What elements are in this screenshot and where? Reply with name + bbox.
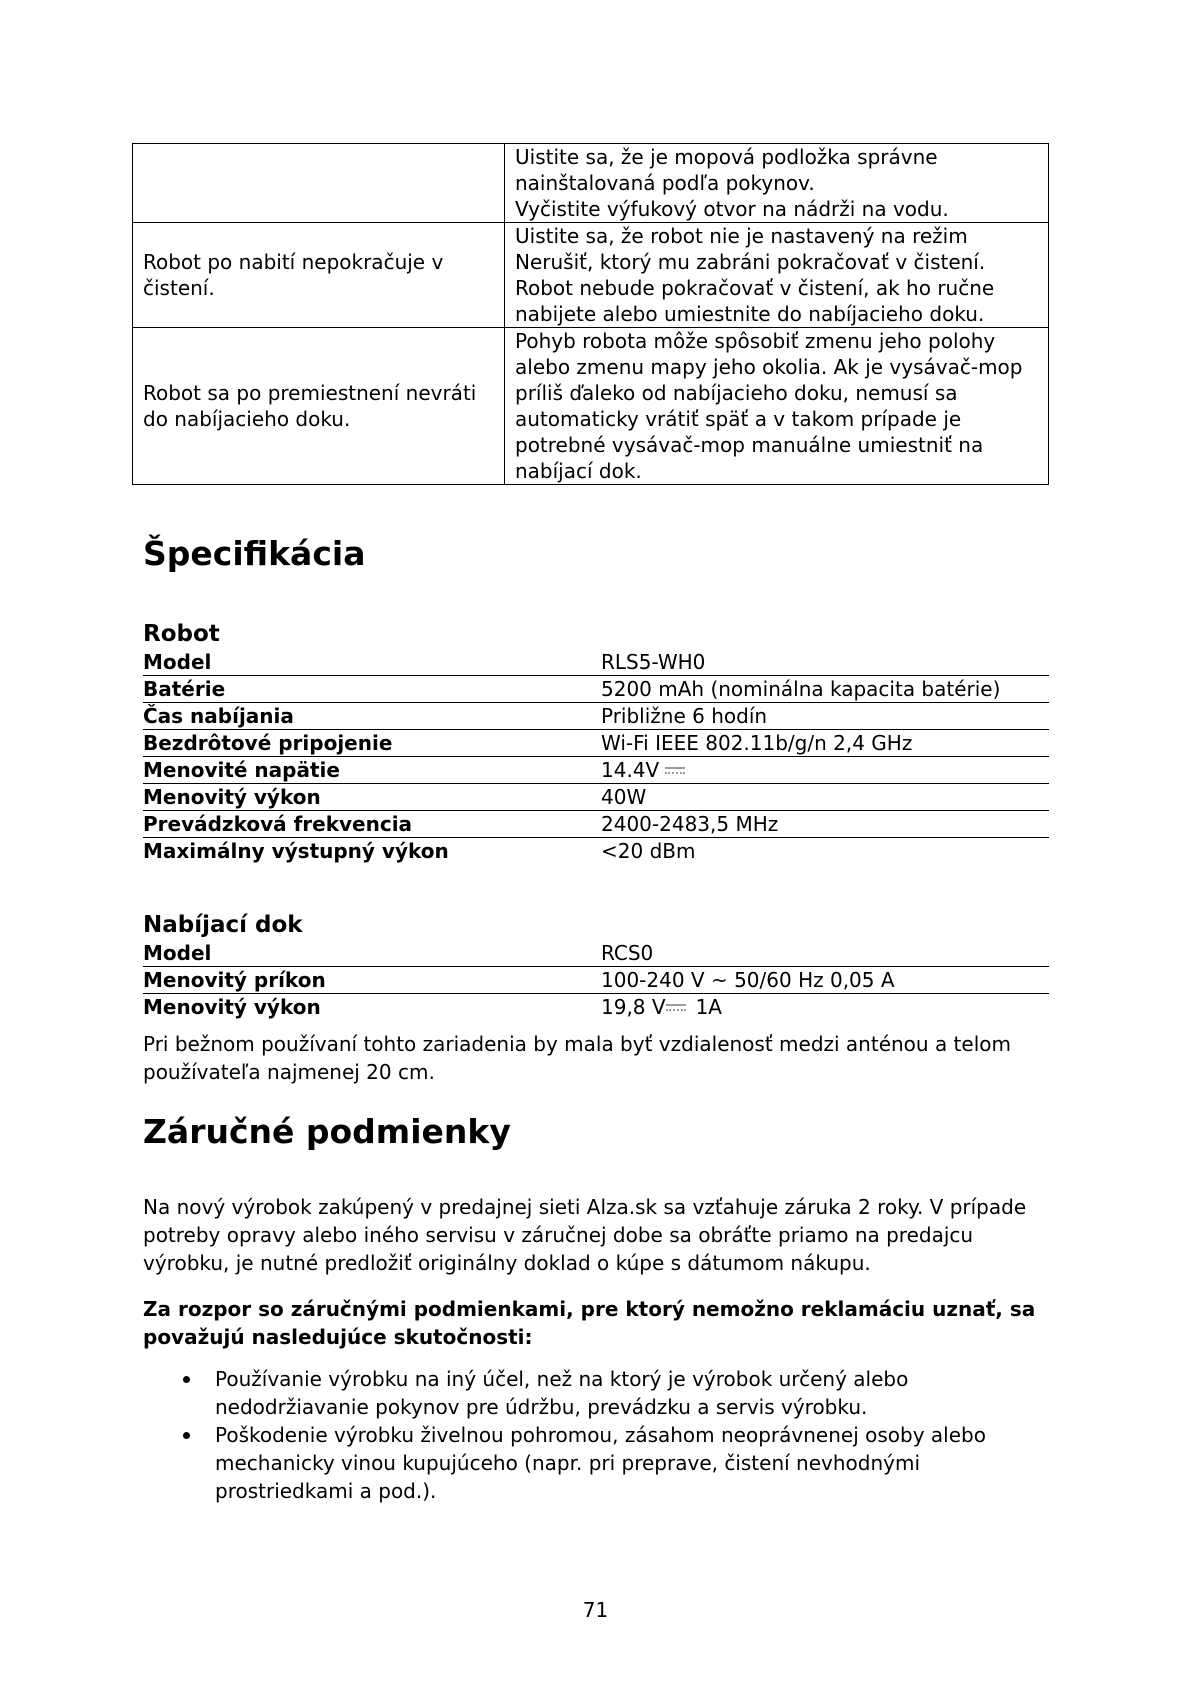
robot-spec-table xyxy=(143,649,1049,864)
spec-row xyxy=(143,994,1049,1020)
spec-row xyxy=(143,838,1049,864)
spec-value: 5200 mAh (nominálna kapacita batérie) xyxy=(601,677,1001,701)
solution-line: nabijete alebo umiestnite do nabíjacieho doku. xyxy=(515,302,985,326)
solution-line: Nerušiť, ktorý mu zabráni pokračovať v čistení. xyxy=(515,250,986,274)
spec-key: Maximálny výstupný výkon xyxy=(143,839,449,863)
solution-line: nainštalovaná podľa pokynov. xyxy=(515,171,815,195)
list-item-text: Poškodenie výrobku živelnou pohromou, zásahom neoprávnenej osoby alebo mechanicky vinou kupujúceho (napr. pri preprave, čistení nevhodnými prostriedkami a pod.). xyxy=(215,1423,986,1503)
robot-subheading: Robot xyxy=(143,621,220,647)
spec-key: Prevádzková frekvencia xyxy=(143,812,413,836)
solution-cell xyxy=(505,223,1049,328)
spec-value: <20 dBm xyxy=(601,839,696,863)
dc-symbol-icon xyxy=(666,1002,686,1012)
table-row xyxy=(133,328,1049,485)
bullet-icon xyxy=(183,1376,190,1383)
solution-line: Uistite sa, že robot nie je nastavený na režim xyxy=(515,224,968,248)
list-item xyxy=(143,1365,1043,1421)
problem-cell xyxy=(133,328,505,485)
solution-line: automaticky vrátiť späť a v takom prípade je xyxy=(515,407,962,431)
spec-row xyxy=(143,967,1049,994)
list-item-text: Používanie výrobku na iný účel, než na ktorý je výrobok určený alebo nedodržiavanie pokynov pre údržbu, prevádzku a servis výrobku. xyxy=(215,1367,909,1419)
spec-row xyxy=(143,757,1049,784)
warranty-text: Na nový výrobok zakúpený v predajnej sieti Alza.sk sa vzťahuje záruka 2 roky. V prípade potreby opravy alebo iného servisu v záručnej dobe sa obráťte priamo na predajcu výrobku, je nutné predložiť originálny doklad o kúpe s dátumom nákupu. xyxy=(143,1195,1027,1275)
solution-line: Uistite sa, že je mopová podložka správne xyxy=(515,145,938,169)
antenna-note: Pri bežnom používaní tohto zariadenia by mala byť vzdialenosť medzi anténou a telom používateľa najmenej 20 cm. xyxy=(143,1032,1011,1084)
solution-line: príliš ďaleko od nabíjacieho doku, nemusí sa xyxy=(515,381,958,405)
spec-value: Približne 6 hodín xyxy=(601,704,768,728)
warranty-heading: Záručné podmienky xyxy=(143,1112,511,1151)
spec-key: Menovité napätie xyxy=(143,758,340,782)
problem-cell xyxy=(133,144,505,223)
problem-line: čistení. xyxy=(143,276,215,300)
spec-value: RLS5-WH0 xyxy=(601,650,706,674)
solution-line: nabíjací dok. xyxy=(515,459,642,483)
problem-cell xyxy=(133,223,505,328)
spec-value: 2400-2483,5 MHz xyxy=(601,812,779,836)
spec-key: Bezdrôtové pripojenie xyxy=(143,731,393,755)
bullet-icon xyxy=(183,1432,190,1439)
spec-row xyxy=(143,784,1049,811)
spec-row xyxy=(143,811,1049,838)
spec-value-with-dc xyxy=(601,757,685,783)
spec-value: 40W xyxy=(601,785,647,809)
spec-key: Čas nabíjania xyxy=(143,704,294,728)
spec-value: 19,8 V xyxy=(601,995,666,1019)
spec-key: Model xyxy=(143,650,212,674)
solution-line: Pohyb robota môže spôsobiť zmenu jeho polohy xyxy=(515,329,996,353)
list-item xyxy=(143,1421,1043,1505)
spec-key: Menovitý príkon xyxy=(143,968,326,992)
spec-heading: Špecifikácia xyxy=(143,534,366,573)
spec-row xyxy=(143,676,1049,703)
spec-value: 100-240 V ~ 50/60 Hz 0,05 A xyxy=(601,968,895,992)
spec-value: 14.4V xyxy=(601,758,660,782)
dock-subheading: Nabíjací dok xyxy=(143,912,303,938)
problem-line: do nabíjacieho doku. xyxy=(143,407,351,431)
solution-cell xyxy=(505,144,1049,223)
spec-key: Menovitý výkon xyxy=(143,995,321,1019)
problem-line: Robot sa po premiestnení nevráti xyxy=(143,381,477,405)
spec-value-suffix: 1A xyxy=(695,995,722,1019)
exclusions-list xyxy=(143,1365,1043,1505)
table-row xyxy=(133,223,1049,328)
spec-row xyxy=(143,730,1049,757)
solution-line: potrebné vysávač-mop manuálne umiestniť na xyxy=(515,433,984,457)
dc-symbol-icon xyxy=(665,765,685,775)
problem-line: Robot po nabití nepokračuje v xyxy=(143,250,444,274)
spec-row xyxy=(143,940,1049,967)
warranty-exclusions-intro: Za rozpor so záručnými podmienkami, pre ktorý nemožno reklamáciu uznať, sa považujú nasledujúce skutočnosti: xyxy=(143,1297,1036,1349)
spec-row xyxy=(143,703,1049,730)
spec-key: Model xyxy=(143,941,212,965)
troubleshooting-table xyxy=(132,143,1049,485)
dock-spec-table xyxy=(143,940,1049,1020)
solution-cell xyxy=(505,328,1049,485)
spec-key: Menovitý výkon xyxy=(143,785,321,809)
spec-key: Batérie xyxy=(143,677,226,701)
spec-value: Wi-Fi IEEE 802.11b/g/n 2,4 GHz xyxy=(601,731,913,755)
solution-line: alebo zmenu mapy jeho okolia. Ak je vysávač-mop xyxy=(515,355,1023,379)
solution-line: Robot nebude pokračovať v čistení, ak ho ručne xyxy=(515,276,995,300)
table-row xyxy=(133,144,1049,223)
spec-value: RCS0 xyxy=(601,941,654,965)
spec-value-with-dc xyxy=(601,994,722,1020)
spec-row xyxy=(143,649,1049,676)
solution-line: Vyčistite výfukový otvor na nádrži na vodu. xyxy=(515,197,949,221)
page-number: 71 xyxy=(582,1598,609,1622)
